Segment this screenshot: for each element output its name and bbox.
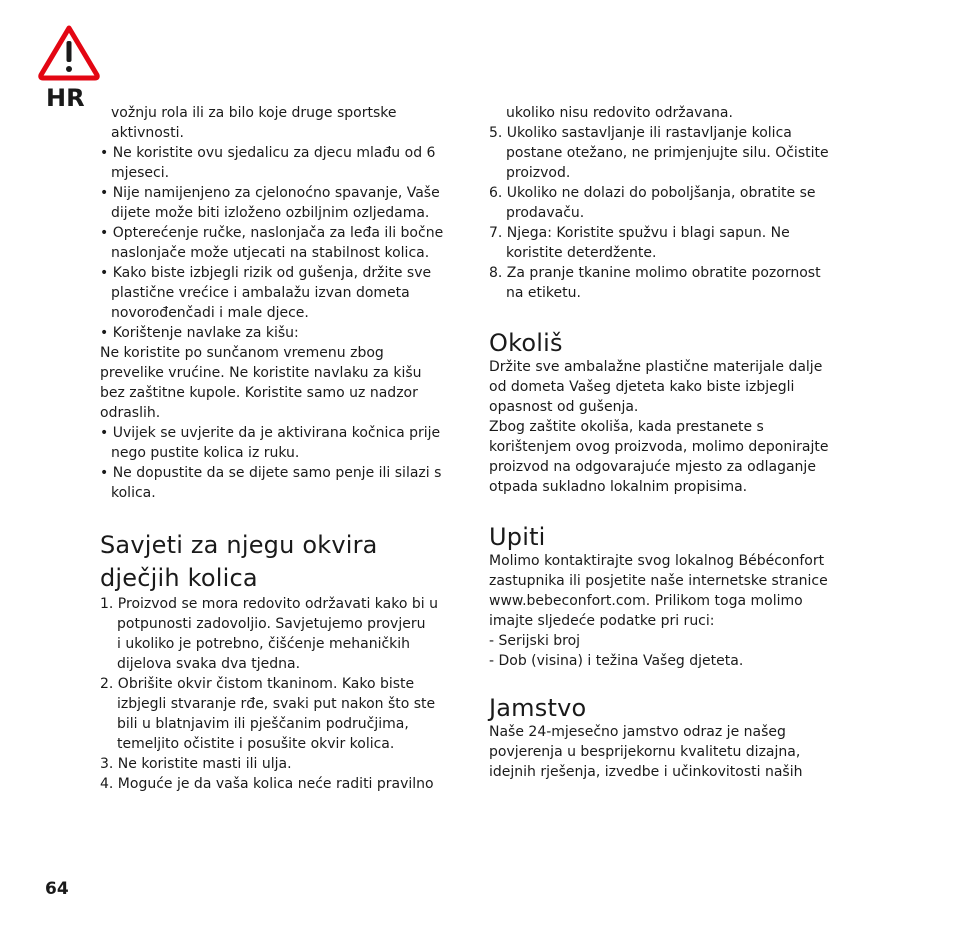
care-item-line: 7. Njega: Koristite spužvu i blagi sapun. Ne xyxy=(489,225,790,241)
bullet-line: dijete može biti izloženo ozbiljnim ozljedama. xyxy=(111,205,430,221)
bullet-line: • Nije namijenjeno za cjelonoćno spavanje, Vaše xyxy=(100,185,440,201)
care-item-line: koristite deterdžente. xyxy=(506,245,657,261)
bullet-line: • Opterećenje ručke, naslonjača za leđa ili bočne xyxy=(100,225,444,241)
care-item-line: ukoliko nisu redovito održavana. xyxy=(506,105,733,121)
care-item-line: na etiketu. xyxy=(506,285,581,301)
care-item-line: temeljito očistite i posušite okvir kolica. xyxy=(117,736,395,752)
language-code: HR xyxy=(46,84,85,112)
care-item-line: i ukoliko je potrebno, čišćenje mehaničkih xyxy=(117,636,411,652)
care-heading: Savjeti za njegu okvira xyxy=(100,531,378,559)
environment-line: Zbog zaštite okoliša, kada prestanete s xyxy=(489,419,764,435)
bullet-line: novorođenčadi i male djece. xyxy=(111,305,309,321)
warranty-line: povjerenja u besprijekornu kvalitetu dizajna, xyxy=(489,744,801,760)
care-item-line: 8. Za pranje tkanine molimo obratite pozornost xyxy=(489,265,821,281)
bullet-line: • Korištenje navlake za kišu: xyxy=(100,325,299,341)
queries-line: Molimo kontaktirajte svog lokalnog Bébéconfort xyxy=(489,553,825,569)
text-line: vožnju rola ili za bilo koje druge sportske xyxy=(111,105,397,121)
environment-line: proizvod na odgovarajuće mjesto za odlaganje xyxy=(489,459,816,475)
environment-heading: Okoliš xyxy=(489,329,563,357)
right-column xyxy=(489,103,849,782)
bullet-line: naslonjače može utjecati na stabilnost kolica. xyxy=(111,245,430,261)
page-number: 64 xyxy=(45,879,69,899)
care-item-line: izbjegli stvaranje rđe, svaki put nakon što ste xyxy=(117,696,436,712)
text-line: aktivnosti. xyxy=(111,125,184,141)
bullet-line: nego pustite kolica iz ruku. xyxy=(111,445,300,461)
care-item-line: dijelova svaka dva tjedna. xyxy=(117,656,301,672)
rain-text-line: odraslih. xyxy=(100,405,161,421)
environment-line: otpada sukladno lokalnim propisima. xyxy=(489,479,748,495)
care-heading: dječjih kolica xyxy=(100,564,258,592)
bullet-line: mjeseci. xyxy=(111,165,170,181)
warning-triangle-icon xyxy=(37,23,101,81)
environment-line: od dometa Vašeg djeteta kako biste izbjegli xyxy=(489,379,795,395)
rain-text-line: prevelike vrućine. Ne koristite navlaku za kišu xyxy=(100,365,422,381)
queries-line: - Dob (visina) i težina Vašeg djeteta. xyxy=(489,653,744,669)
queries-line: www.bebeconfort.com. Prilikom toga molimo xyxy=(489,593,803,609)
queries-line: zastupnika ili posjetite naše internetske stranice xyxy=(489,573,828,589)
care-item-line: postane otežano, ne primjenjujte silu. Očistite xyxy=(506,145,829,161)
bullet-line: • Kako biste izbjegli rizik od gušenja, držite sve xyxy=(100,265,432,281)
care-item-line: prodavaču. xyxy=(506,205,585,221)
care-item-line: 3. Ne koristite masti ili ulja. xyxy=(100,756,292,772)
environment-line: Držite sve ambalažne plastične materijale dalje xyxy=(489,359,823,375)
bullet-line: • Ne dopustite da se dijete samo penje ili silazi s xyxy=(100,465,442,481)
queries-line: - Serijski broj xyxy=(489,633,581,649)
care-item-line: bili u blatnjavim ili pješčanim područjima, xyxy=(117,716,409,732)
care-item-line: potpunosti zadovoljio. Savjetujemo provjeru xyxy=(117,616,426,632)
care-item-line: proizvod. xyxy=(506,165,571,181)
warranty-line: idejnih rješenja, izvedbe i učinkovitosti naših xyxy=(489,764,803,780)
rain-text-line: bez zaštitne kupole. Koristite samo uz nadzor xyxy=(100,385,418,401)
left-column xyxy=(100,103,454,794)
bullet-line: • Ne koristite ovu sjedalicu za djecu mlađu od 6 xyxy=(100,145,436,161)
environment-line: korištenjem ovog proizvoda, molimo deponirajte xyxy=(489,439,829,455)
queries-line: imajte sljedeće podatke pri ruci: xyxy=(489,613,715,629)
care-item-line: 1. Proizvod se mora redovito održavati kako bi u xyxy=(100,596,438,612)
care-item-line: 4. Moguće je da vaša kolica neće raditi pravilno xyxy=(100,776,434,792)
care-item-line: 6. Ukoliko ne dolazi do poboljšanja, obratite se xyxy=(489,185,816,201)
warranty-line: Naše 24-mjesečno jamstvo odraz je našeg xyxy=(489,724,786,740)
care-item-line: 5. Ukoliko sastavljanje ili rastavljanje kolica xyxy=(489,125,792,141)
bullet-line: • Uvijek se uvjerite da je aktivirana kočnica prije xyxy=(100,425,441,441)
environment-line: opasnost od gušenja. xyxy=(489,399,639,415)
care-item-line: 2. Obrišite okvir čistom tkaninom. Kako biste xyxy=(100,676,415,692)
bullet-line: kolica. xyxy=(111,485,156,501)
queries-heading: Upiti xyxy=(489,523,546,551)
rain-text-line: Ne koristite po sunčanom vremenu zbog xyxy=(100,345,384,361)
bullet-line: plastične vrećice i ambalažu izvan dometa xyxy=(111,285,410,301)
warranty-heading: Jamstvo xyxy=(489,694,587,722)
